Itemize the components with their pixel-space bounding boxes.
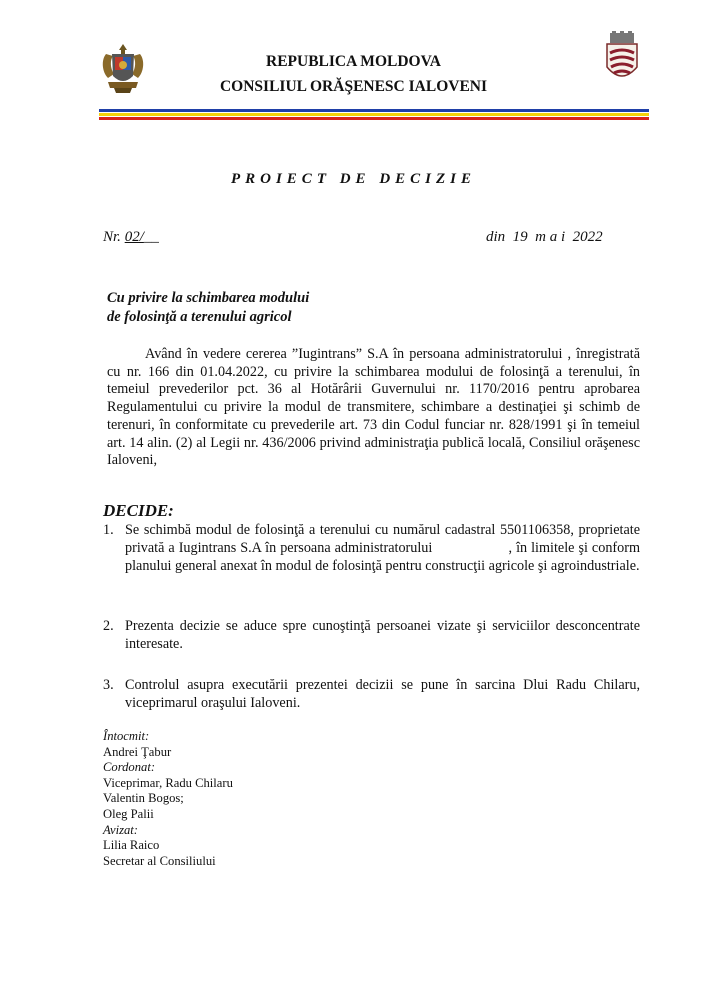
decision-item-1: [103, 522, 644, 575]
decision-item-2: [103, 618, 640, 654]
coordinated-label: Cordonat:: [103, 760, 156, 775]
flag-stripe-yellow: [99, 113, 649, 116]
item-text: Prezenta decizie se aduce spre cunoştinţă persoanei vizate şi serviciilor desconcentrate interesate.: [125, 618, 640, 652]
endorsed-label: Avizat:: [103, 822, 138, 837]
number-label: Nr.: [103, 229, 125, 245]
number-value: 02/: [124, 229, 144, 245]
header-republic: REPUBLICA MOLDOVA: [266, 53, 441, 70]
subject-line-1: Cu privire la schimbarea modului: [107, 290, 310, 306]
decide-heading: DECIDE:: [103, 501, 174, 520]
flag-stripe-blue: [99, 109, 649, 112]
preamble-paragraph: Având în vedere cererea ”Iugintrans” S.A în persoana administratorului , înregistrată cu nr. 166 din 01.04.2022, cu privire la schimbarea modului de folosinţă a terenului, în temeiul prevederilor pct. 36 al Hotărârii Guvernului nr. 1170/2016 pentru aprobarea Regulamentului cu privire la modul de transmitere, schimbare a destinaţiei şi schimb de terenuri, în conformitate cu prevederile art. 73 din Codul funciar nr. 828/1991 şi în temeiul art. 14 alin. (2) al Legii nr. 436/2006 privind administraţia publică locală, Consiliul orăşenesc Ialoveni,: [107, 346, 640, 469]
endorsed-name: Lilia Raico: [103, 838, 160, 853]
prepared-name: Andrei Ţabur: [103, 744, 172, 759]
document-number: [103, 229, 159, 246]
flag-stripe-red: [99, 117, 649, 120]
decision-item-3: [103, 677, 640, 713]
prepared-label: Întocmit:: [103, 729, 150, 743]
coordinated-name-2: Valentin Bogos;: [103, 791, 184, 806]
item-number: 1.: [103, 522, 114, 538]
document-title: PROIECT DE DECIZIE: [230, 171, 477, 187]
coordinated-name-1: Viceprimar, Radu Chilaru: [103, 775, 233, 790]
item-text: Controlul asupra executării prezentei decizii se pune în sarcina Dlui Radu Chilaru, viceprimarul oraşului Ialoveni.: [125, 677, 640, 711]
number-blank: __: [143, 229, 159, 245]
endorsed-role: Secretar al Consiliului: [103, 853, 216, 868]
document-date: din 19 m a i 2022: [486, 229, 603, 245]
item-text: Se schimbă modul de folosinţă a terenului cu numărul cadastral 5501106358, proprietate privată a Iugintrans S.A în persoana administratorului , în limitele şi conform planului general anexat în modul de folosinţă pentru construcţii agricole şi agroindustriale.: [125, 522, 644, 574]
coordinated-name-3: Oleg Palii: [103, 806, 154, 821]
item-number: 2.: [103, 618, 114, 634]
item-number: 3.: [103, 677, 114, 693]
subject-line-2: de folosinţă a terenului agricol: [107, 309, 292, 325]
signature-block: [103, 729, 233, 869]
header-council: CONSILIUL ORĂŞENESC IALOVENI: [219, 78, 488, 95]
